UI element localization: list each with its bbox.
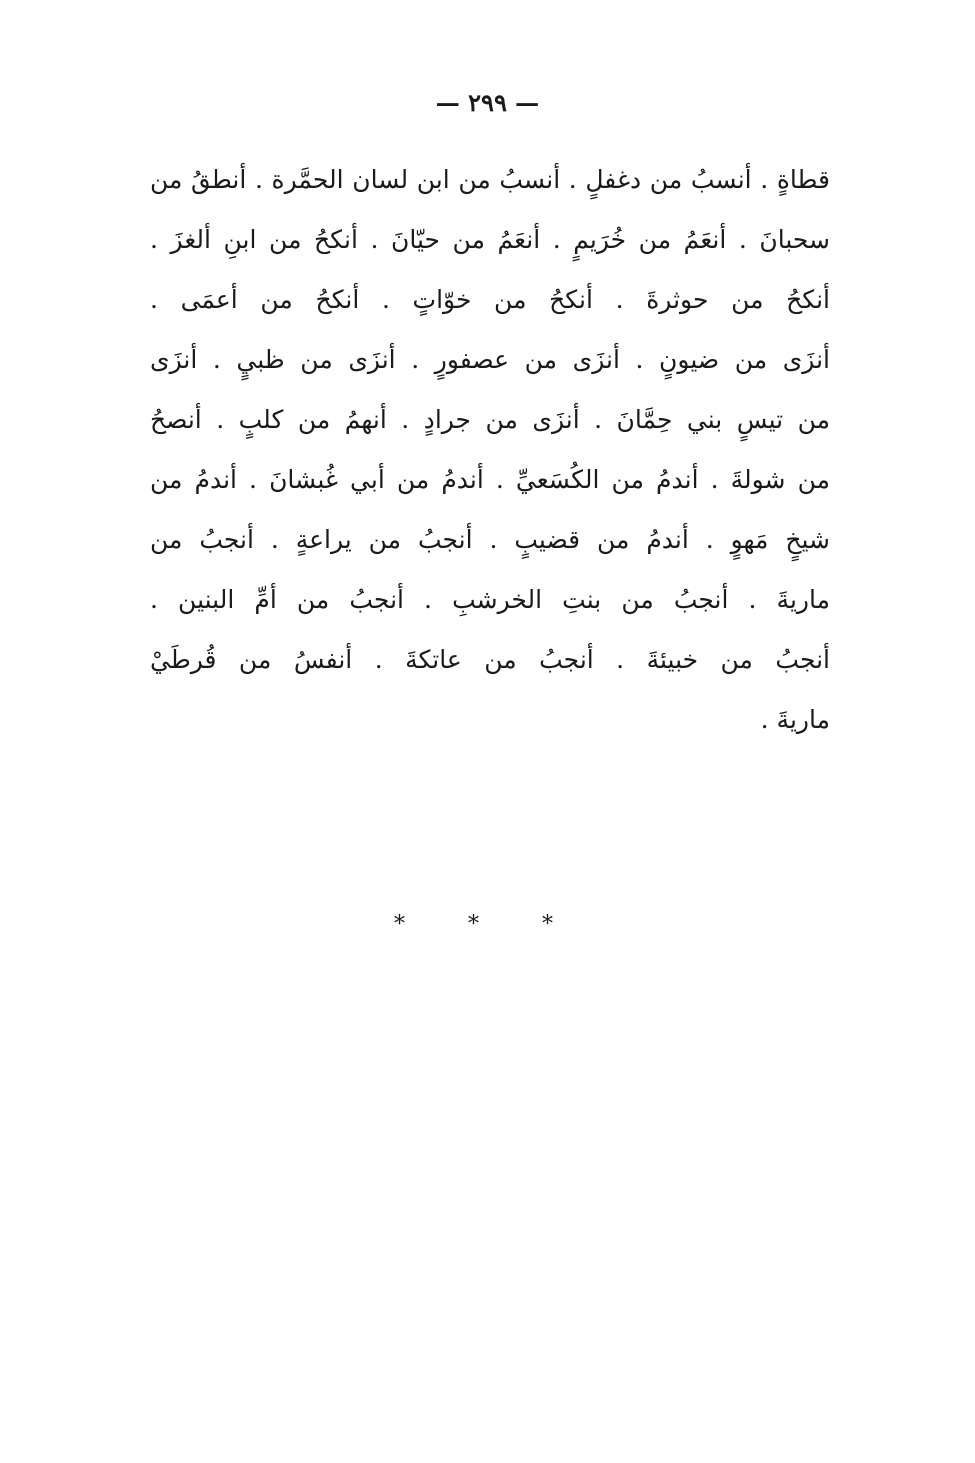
text-line-7: شيخٍ مَهوٍ . أندمُ من قضيبٍ . أنجبُ من يراعةٍ . أنجبُ من <box>150 525 830 554</box>
text-line-9: أنجبُ من خبيئةَ . أنجبُ من عاتكةَ . أنفسُ من قُرطَيْ <box>150 645 830 674</box>
text-line-10: ماريةَ . <box>760 705 830 734</box>
proverbs-text-block <box>150 150 830 750</box>
text-line-5: من تيسٍ بني حِمَّانَ . أنزَى من جرادٍ . أنهمُ من كلبٍ . أنصحُ <box>150 405 830 434</box>
text-line-3: أنكحُ من حوثرةَ . أنكحُ من خوّاتٍ . أنكحُ من أعمَى . <box>150 285 830 314</box>
section-separator: * * * <box>394 912 581 937</box>
text-line-2: سحبانَ . أنعَمُ من خُرَيمٍ . أنعَمُ من حيّانَ . أنكحُ من ابنِ ألغزَ . <box>150 225 830 254</box>
text-line-8: ماريةَ . أنجبُ من بنتِ الخرشبِ . أنجبُ من أمِّ البنين . <box>150 585 830 614</box>
text-line-4: أنزَى من ضيونٍ . أنزَى من عصفورٍ . أنزَى من ظبيٍ . أنزَى <box>150 345 830 374</box>
text-line-1: قطاةٍ . أنسبُ من دغفلٍ . أنسبُ من ابن لسان الحمَّرة . أنطقُ من <box>150 165 830 194</box>
page-number: — ٢٩٩ — <box>435 88 540 117</box>
text-line-6: من شولةَ . أندمُ من الكُسَعيِّ . أندمُ من أبي غُبشانَ . أندمُ من <box>150 465 830 494</box>
